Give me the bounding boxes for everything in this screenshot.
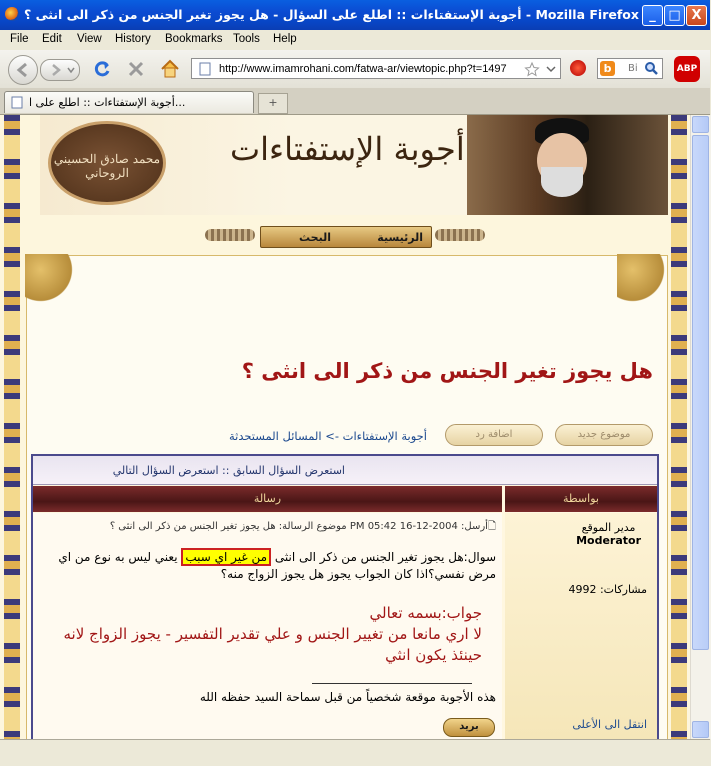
tab-active[interactable] — [4, 91, 254, 113]
tab-label[interactable]: أجوبة الإستفتاءات :: اطلع على ا... — [29, 96, 186, 109]
topic-panel — [26, 255, 668, 741]
post-answer — [42, 603, 482, 666]
new-tab-button[interactable]: + — [258, 93, 288, 114]
url-text[interactable]: http://www.imamrohani.com/fatwa-ar/viewtopic.php?t=1497 — [219, 63, 507, 75]
question-highlight: من غير اي سبب — [181, 548, 271, 566]
author-name: مدير الموقع — [581, 521, 636, 534]
addon-icon[interactable] — [570, 60, 586, 76]
signature-divider — [312, 683, 472, 684]
reload-icon[interactable] — [92, 59, 112, 79]
search-engine-icon[interactable]: b — [600, 61, 615, 76]
page-content — [0, 115, 690, 739]
column-header-author: بواسطة — [505, 486, 657, 512]
search-placeholder: Bi — [628, 63, 638, 74]
title-bar — [0, 0, 710, 30]
menu-bar — [0, 30, 710, 50]
answer-heading: جواب:بسمه تعالي — [369, 604, 482, 622]
vertical-scrollbar[interactable] — [690, 115, 711, 739]
post-table — [31, 454, 659, 744]
bookmark-star-icon[interactable] — [525, 62, 539, 76]
author-cell — [505, 513, 657, 742]
nav-bar — [260, 226, 432, 248]
search-box[interactable] — [597, 58, 663, 79]
forward-button[interactable] — [40, 59, 80, 81]
firefox-logo-icon — [5, 7, 19, 21]
signature: هذه الأجوبة موقعة شخصياً من قبل سماحة السيد حفظه الله — [199, 690, 496, 704]
question-text: سوال:هل يجوز تغير الجنس من ذكر الى انثى — [271, 550, 496, 564]
add-reply-button[interactable]: اضافة رد — [445, 424, 543, 446]
author-rank: Moderator — [576, 534, 641, 547]
nav-search-link[interactable]: البحث — [299, 231, 331, 244]
left-ornament-border — [4, 115, 20, 739]
menu-bookmarks[interactable]: Bookmarks — [165, 33, 223, 45]
breadcrumb[interactable]: أجوبة الإستفتاءات -> المسائل المستحدثة — [228, 429, 427, 443]
prev-next-topic-links — [33, 456, 657, 485]
url-bar[interactable] — [191, 58, 561, 79]
menu-help[interactable]: Help — [273, 33, 297, 45]
calligraphy-seal-logo — [48, 121, 166, 205]
topic-title: هل يجوز تغير الجنس من ذكر الى انثى ؟ — [241, 359, 653, 383]
window-title: أجوبة الإستفتاءات :: اطلع على السؤال - هل يجوز تغير الجنس من ذكر الى انثى ؟ - Mozilla Firefox — [24, 7, 639, 22]
question-text-rest: يعني ليس به نوع من اي مرض نفسي؟اذا كان الجواب يجوز هل يجوز الزواج منه؟ — [58, 550, 496, 581]
main-nav — [205, 225, 485, 247]
close-button[interactable]: X — [686, 5, 707, 26]
new-topic-button[interactable]: موضوع جديد — [555, 424, 653, 446]
right-ornament-border — [671, 115, 687, 739]
menu-history[interactable]: History — [115, 33, 151, 45]
email-button[interactable]: بريد — [443, 718, 495, 737]
menu-file[interactable]: File — [10, 33, 29, 45]
post-question — [41, 549, 496, 583]
scroll-thumb[interactable] — [692, 135, 709, 650]
dropdown-arrow-icon[interactable] — [544, 62, 558, 76]
menu-tools[interactable]: Tools — [233, 33, 260, 45]
site-header — [40, 115, 668, 215]
post-meta-text: أرسل: 2004-12-16 05:42 PM موضوع الرسالة: هل يجوز تغير الجنس من ذكر الى انثى ؟ — [109, 521, 488, 532]
back-arrow-icon — [9, 56, 37, 84]
post-count: مشاركات: 4992 — [568, 583, 647, 596]
tab-bar — [0, 88, 710, 115]
adblock-icon[interactable]: ABP — [674, 56, 700, 82]
site-title: أجوبة الإستفتاءات — [230, 130, 465, 168]
answer-body: لا اري مانعا من تغيير الجنس و علي تقدير التفسير - يجوز الزواج لانه حينئذ يكون انثي — [63, 625, 482, 664]
status-bar — [0, 739, 710, 766]
page-icon — [198, 62, 212, 76]
back-button[interactable] — [8, 55, 38, 85]
corner-ornament — [25, 254, 77, 306]
minimize-button[interactable]: _ — [642, 5, 663, 26]
back-to-top-link[interactable]: انتقل الى الأعلى — [572, 718, 647, 731]
nav-ornament-left — [205, 229, 255, 241]
navigation-toolbar — [0, 50, 710, 89]
post-meta — [110, 519, 496, 536]
scroll-down-button[interactable] — [692, 721, 709, 738]
post-icon: 🗋 — [487, 521, 496, 532]
magnifier-icon[interactable] — [644, 61, 659, 76]
portrait-photo — [467, 115, 668, 215]
scroll-up-button[interactable] — [692, 116, 709, 133]
stop-icon[interactable] — [126, 59, 146, 79]
tab-page-icon — [11, 96, 24, 109]
nav-ornament-right — [435, 229, 485, 241]
post-cell — [33, 513, 502, 742]
forward-arrow-icon — [41, 60, 79, 80]
column-header-message: رسالة — [33, 486, 502, 512]
home-icon[interactable] — [159, 58, 181, 80]
nav-home-link[interactable]: الرئيسية — [377, 231, 423, 244]
menu-edit[interactable]: Edit — [42, 33, 62, 45]
corner-ornament — [617, 254, 669, 306]
maximize-button[interactable]: □ — [664, 5, 685, 26]
menu-view[interactable]: View — [77, 33, 102, 45]
seal-text: محمد صادق الحسيني الروحاني — [53, 152, 161, 180]
prev-next-links[interactable]: استعرض السؤال السابق :: استعرض السؤال التالي — [112, 464, 345, 477]
